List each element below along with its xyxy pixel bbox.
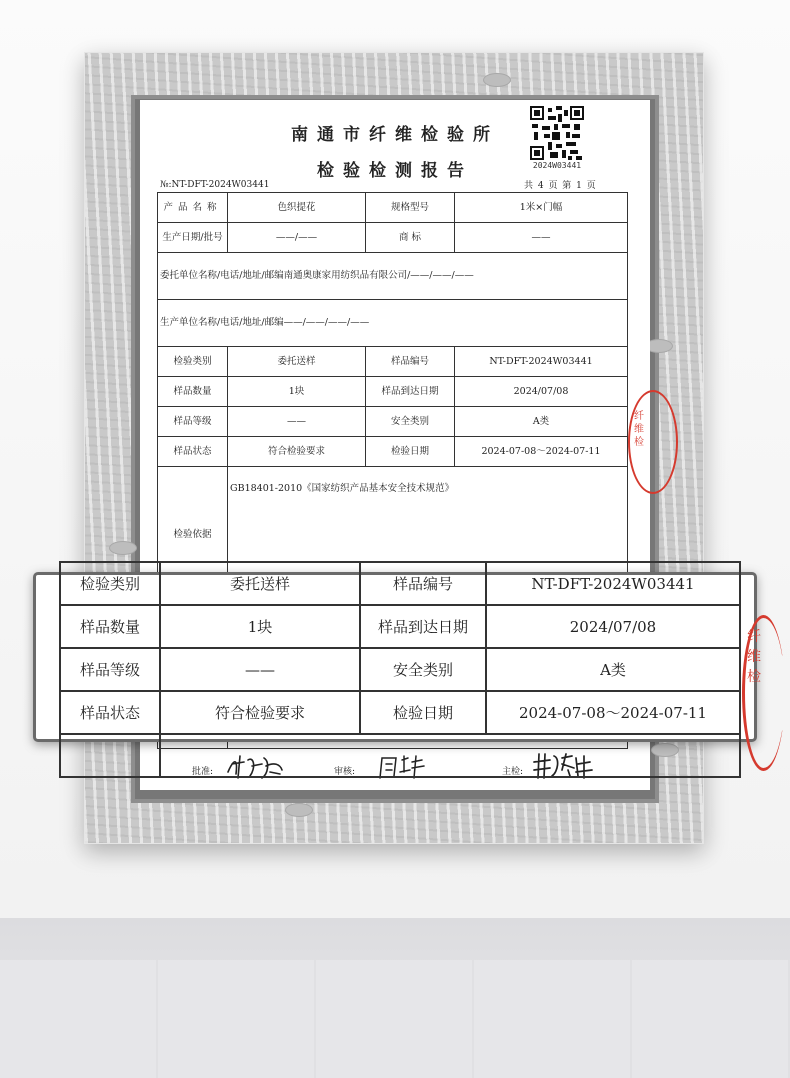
org-name: 南通市纤维检验所 [291, 125, 499, 145]
sample-no-value: NT-DFT-2024W03441 [455, 347, 628, 377]
page-info: 共 4 页 第 1 页 [524, 181, 597, 191]
arrival-date-value: 2024/07/08 [455, 377, 628, 407]
trademark-value: —— [455, 223, 628, 253]
table-row [158, 377, 628, 407]
zoom-inspection-type-value: 委托送样 [160, 562, 360, 605]
background-band [0, 960, 790, 1078]
zoom-state-value: 符合检验要求 [160, 691, 360, 734]
zoom-inspection-type-label: 检验类别 [60, 562, 160, 605]
zoom-grade-label: 样品等级 [60, 648, 160, 691]
table-row [158, 223, 628, 253]
table-row [60, 648, 740, 691]
table-row [158, 437, 628, 467]
product-name-value: 色织提花 [228, 193, 366, 223]
test-date-label: 检验日期 [366, 437, 455, 467]
producer-label: 生产单位名称/电话/地址/邮编 [160, 317, 284, 328]
table-row [158, 253, 628, 300]
sample-no-label: 样品编号 [366, 347, 455, 377]
zoom-empty-cell [160, 734, 740, 777]
zoom-table [59, 561, 741, 778]
client-value: 南通奥康家用纺织品有限公司/——/——/—— [283, 270, 474, 281]
test-date-value: 2024-07-08～2024-07-11 [455, 437, 628, 467]
zoom-test-date-label: 检验日期 [360, 691, 486, 734]
zoom-sample-qty-label: 样品数量 [60, 605, 160, 648]
basis-label: 检验依据 [158, 467, 228, 749]
approve-label: 批准: [192, 767, 214, 777]
zoom-grade-value: —— [160, 648, 360, 691]
zoom-stamp-text: 纤维检 [747, 629, 761, 685]
table-row [60, 734, 740, 777]
safety-value: A类 [455, 407, 628, 437]
table-row [158, 193, 628, 223]
inspection-type-label: 检验类别 [158, 347, 228, 377]
producer-value: ——/——/——/—— [283, 317, 370, 328]
zoom-sample-qty-value: 1块 [160, 605, 360, 648]
state-value: 符合检验要求 [228, 437, 366, 467]
zoom-empty-cell [60, 734, 160, 777]
safety-label: 安全类别 [366, 407, 455, 437]
table-row [158, 347, 628, 377]
table-row [60, 562, 740, 605]
qr-code-icon [530, 106, 584, 160]
test-label: 主检: [502, 767, 524, 777]
sample-qty-value: 1块 [228, 377, 366, 407]
wood-knot [285, 803, 313, 817]
product-name-label: 产品名称 [158, 193, 228, 223]
state-label: 样品状态 [158, 437, 228, 467]
wood-knot [483, 73, 511, 87]
basis-value: GB18401-2010《国家纺织产品基本安全技术规范》 [228, 467, 628, 749]
client-row [158, 253, 628, 300]
zoom-safety-value: A类 [486, 648, 740, 691]
prod-date-label: 生产日期/批号 [158, 223, 228, 253]
review-label: 审核: [334, 767, 356, 777]
zoom-magnifier-panel [33, 572, 761, 742]
zoom-safety-label: 安全类别 [360, 648, 486, 691]
table-row [158, 407, 628, 437]
stamp-text: 纤维检 [634, 411, 644, 448]
table-row [158, 300, 628, 347]
wood-knot [109, 541, 137, 555]
zoom-test-date-value: 2024-07-08～2024-07-11 [486, 691, 740, 734]
grade-value: —— [228, 407, 366, 437]
table-row [60, 605, 740, 648]
client-label: 委托单位名称/电话/地址/邮编 [160, 270, 284, 281]
spec-value: 1米×门幅 [455, 193, 628, 223]
trademark-label: 商 标 [366, 223, 455, 253]
report-number: №:NT-DFT-2024W03441 [160, 180, 270, 190]
spec-label: 规格型号 [366, 193, 455, 223]
producer-row [158, 300, 628, 347]
zoom-state-label: 样品状态 [60, 691, 160, 734]
sample-qty-label: 样品数量 [158, 377, 228, 407]
zoom-sample-no-label: 样品编号 [360, 562, 486, 605]
arrival-date-label: 样品到达日期 [366, 377, 455, 407]
zoom-sample-no-value: NT-DFT-2024W03441 [486, 562, 740, 605]
table-row [60, 691, 740, 734]
zoom-arrival-date-value: 2024/07/08 [486, 605, 740, 648]
qr-number: 2024W03441 [532, 161, 582, 170]
inspection-type-value: 委托送样 [228, 347, 366, 377]
zoom-arrival-date-label: 样品到达日期 [360, 605, 486, 648]
grade-label: 样品等级 [158, 407, 228, 437]
prod-date-value: ——/—— [228, 223, 366, 253]
report-title: 检验检测报告 [317, 161, 473, 181]
